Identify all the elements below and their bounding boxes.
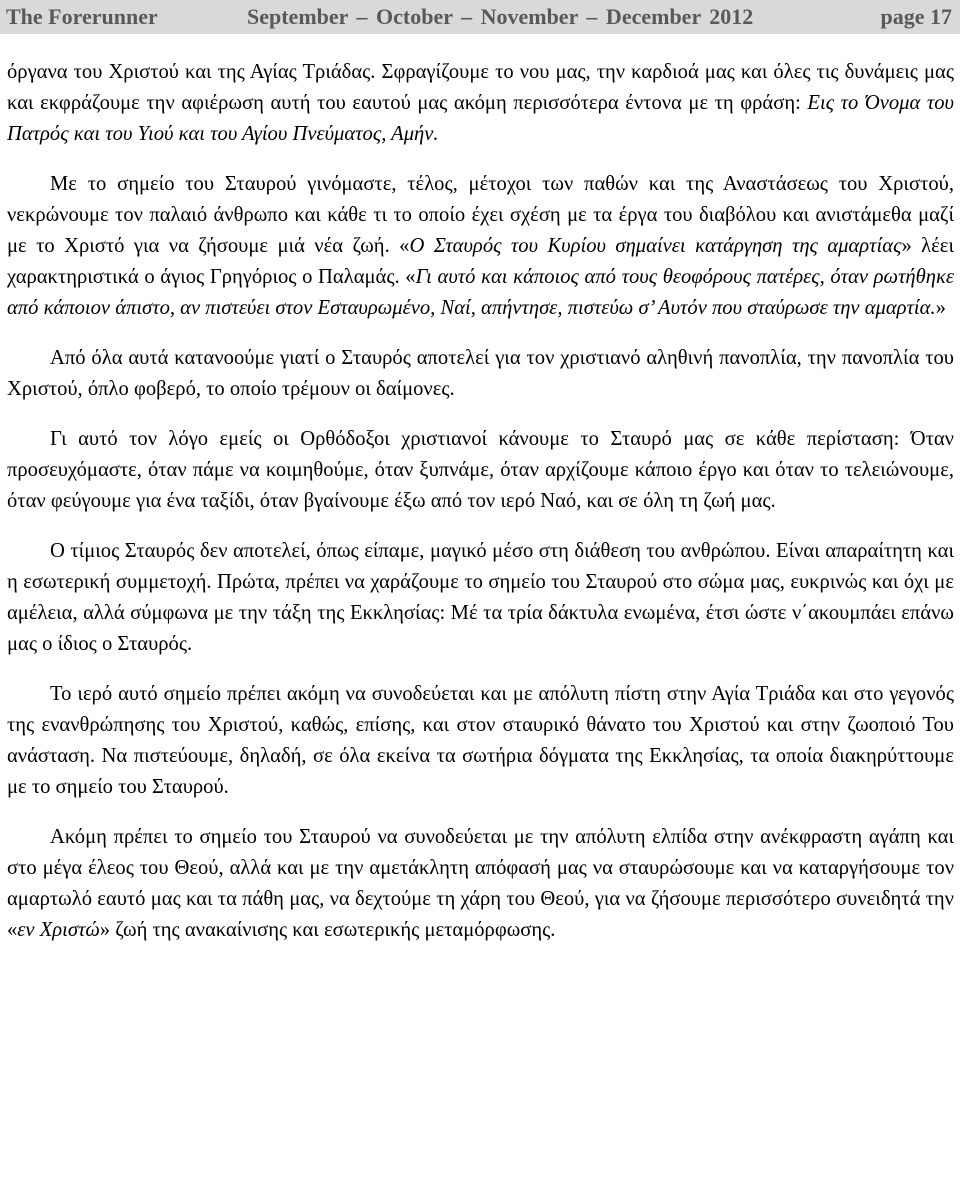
- paragraph-7: [7, 822, 954, 946]
- paragraph-7-text-a: Ακόμη πρέπει το σημείο του Σταυρού να συνοδεύεται με την απόλυτη ελπίδα στην ανέκφραστη αγάπη και στο μέγα έλεος του Θεού, αλλά και με την αμετάκλητη απόφασή μας να σταυρώσουμε και να καταργήσουμε τον αμαρτωλό εαυτό μας και τα πάθη μας, να δεχτούμε τη χάρη του Θεού, για να ζήσουμε περισσότερο συνειδητά την «: [7, 826, 954, 941]
- issue-dates: September – October – November – December 2012: [247, 4, 754, 29]
- paragraph-2-text-c: »: [935, 297, 946, 319]
- paragraph-7-text-b: » ζωή της ανακαίνισης και εσωτερικής μεταμόρφωσης.: [99, 919, 556, 941]
- paragraph-2-quote-b: Γι αυτό και κάποιος από τους θεοφόρους πατέρες, όταν ρωτήθηκε από κάποιον άπιστο, αν πιστεύει στον Εσταυρωμένο, Ναί, απήντησε, πιστεύω σ’ Αυτόν που σταύρωσε την αμαρτία.: [7, 266, 954, 319]
- paragraph-3: Από όλα αυτά κατανοούμε γιατί ο Σταυρός αποτελεί για τον χριστιανό αληθινή πανοπλία, την πανοπλία του Χριστού, όπλο φοβερό, το οποίο τρέμουν οι δαίμονες.: [7, 347, 954, 400]
- paragraph-6: Το ιερό αυτό σημείο πρέπει ακόμη να συνοδεύεται και με απόλυτη πίστη στην Αγία Τριάδα και στο γεγονός της ενανθρώπησης του Χριστού, καθώς, επίσης, και στον σταυρικό θάνατο του Χριστού και στην ζωοποιό Του ανάσταση. Να πιστεύουμε, δηλαδή, σε όλα εκείνα τα σωτήρια δόγματα της Εκκλησίας, τα οποία διακηρύττουμε με το σημείο του Σταυρού.: [7, 683, 954, 798]
- article-body: [7, 57, 954, 946]
- paragraph-4: Γι αυτό τον λόγο εμείς οι Ορθόδοξοι χριστιανοί κάνουμε το Σταυρό μας σε κάθε περίσταση: Όταν προσευχόμαστε, όταν πάμε να κοιμηθούμε, όταν ξυπνάμε, όταν αρχίζουμε κάποιο έργο και όταν το τελειώνουμε, όταν φεύγουμε για ένα ταξίδι, όταν βγαίνουμε έξω από τον ιερό Ναό, και σε όλη τη ζωή μας.: [7, 428, 954, 512]
- page-number: page 17: [880, 4, 952, 29]
- page-header: [0, 0, 960, 34]
- paragraph-2: [7, 169, 954, 324]
- paragraph-1-italic: Εις το Όνομα του Πατρός και του Υιού και του Αγίου Πνεύματος, Αμήν.: [7, 92, 954, 145]
- paragraph-2-text-a: Με το σημείο του Σταυρού γινόμαστε, τέλος, μέτοχοι των παθών και της Αναστάσεως του Χριστού, νεκρώνουμε τον παλαιό άνθρωπο και κάθε τι το οποίο έχει σχέση με τα έργα του διαβόλου και ανιστάμεθα μαζί με το Χριστό για να ζήσουμε μιά νέα ζωή. «: [7, 173, 954, 257]
- paragraph-7-italic: εν Χριστώ: [17, 919, 100, 941]
- paragraph-1-text: όργανα του Χριστού και της Αγίας Τριάδας. Σφραγίζουμε το νου μας, την καρδιοά μας και όλες τις δυνάμεις μας και εκφράζουμε την αφιέρωση αυτή του εαυτού μας ακόμη περισσότερα έντονα με τη φράση:: [7, 61, 954, 114]
- paragraph-2-quote-a: Ο Σταυρός του Κυρίου σημαίνει κατάργηση της αμαρτίας: [409, 235, 902, 257]
- paragraph-5: Ο τίμιος Σταυρός δεν αποτελεί, όπως είπαμε, μαγικό μέσο στη διάθεση του ανθρώπου. Είναι απαραίτητη και η εσωτερική συμμετοχή. Πρώτα, πρέπει να χαράζουμε το σημείο του Σταυρού στο σώμα μας, ευκρινώς και όχι με αμέλεια, αλλά σύμφωνα με την τάξη της Εκκλησίας: Μέ τα τρία δάκτυλα ενωμένα, έτσι ώστε ν΄ακουμπάει επάνω μας ο ίδιος ο Σταυρός.: [7, 540, 954, 655]
- publication-name: The Forerunner: [6, 4, 158, 29]
- paragraph-1: [7, 57, 954, 150]
- paragraph-2-text-b: » λέει χαρακτηριστικά ο άγιος Γρηγόριος ο Παλαμάς. «: [7, 235, 954, 288]
